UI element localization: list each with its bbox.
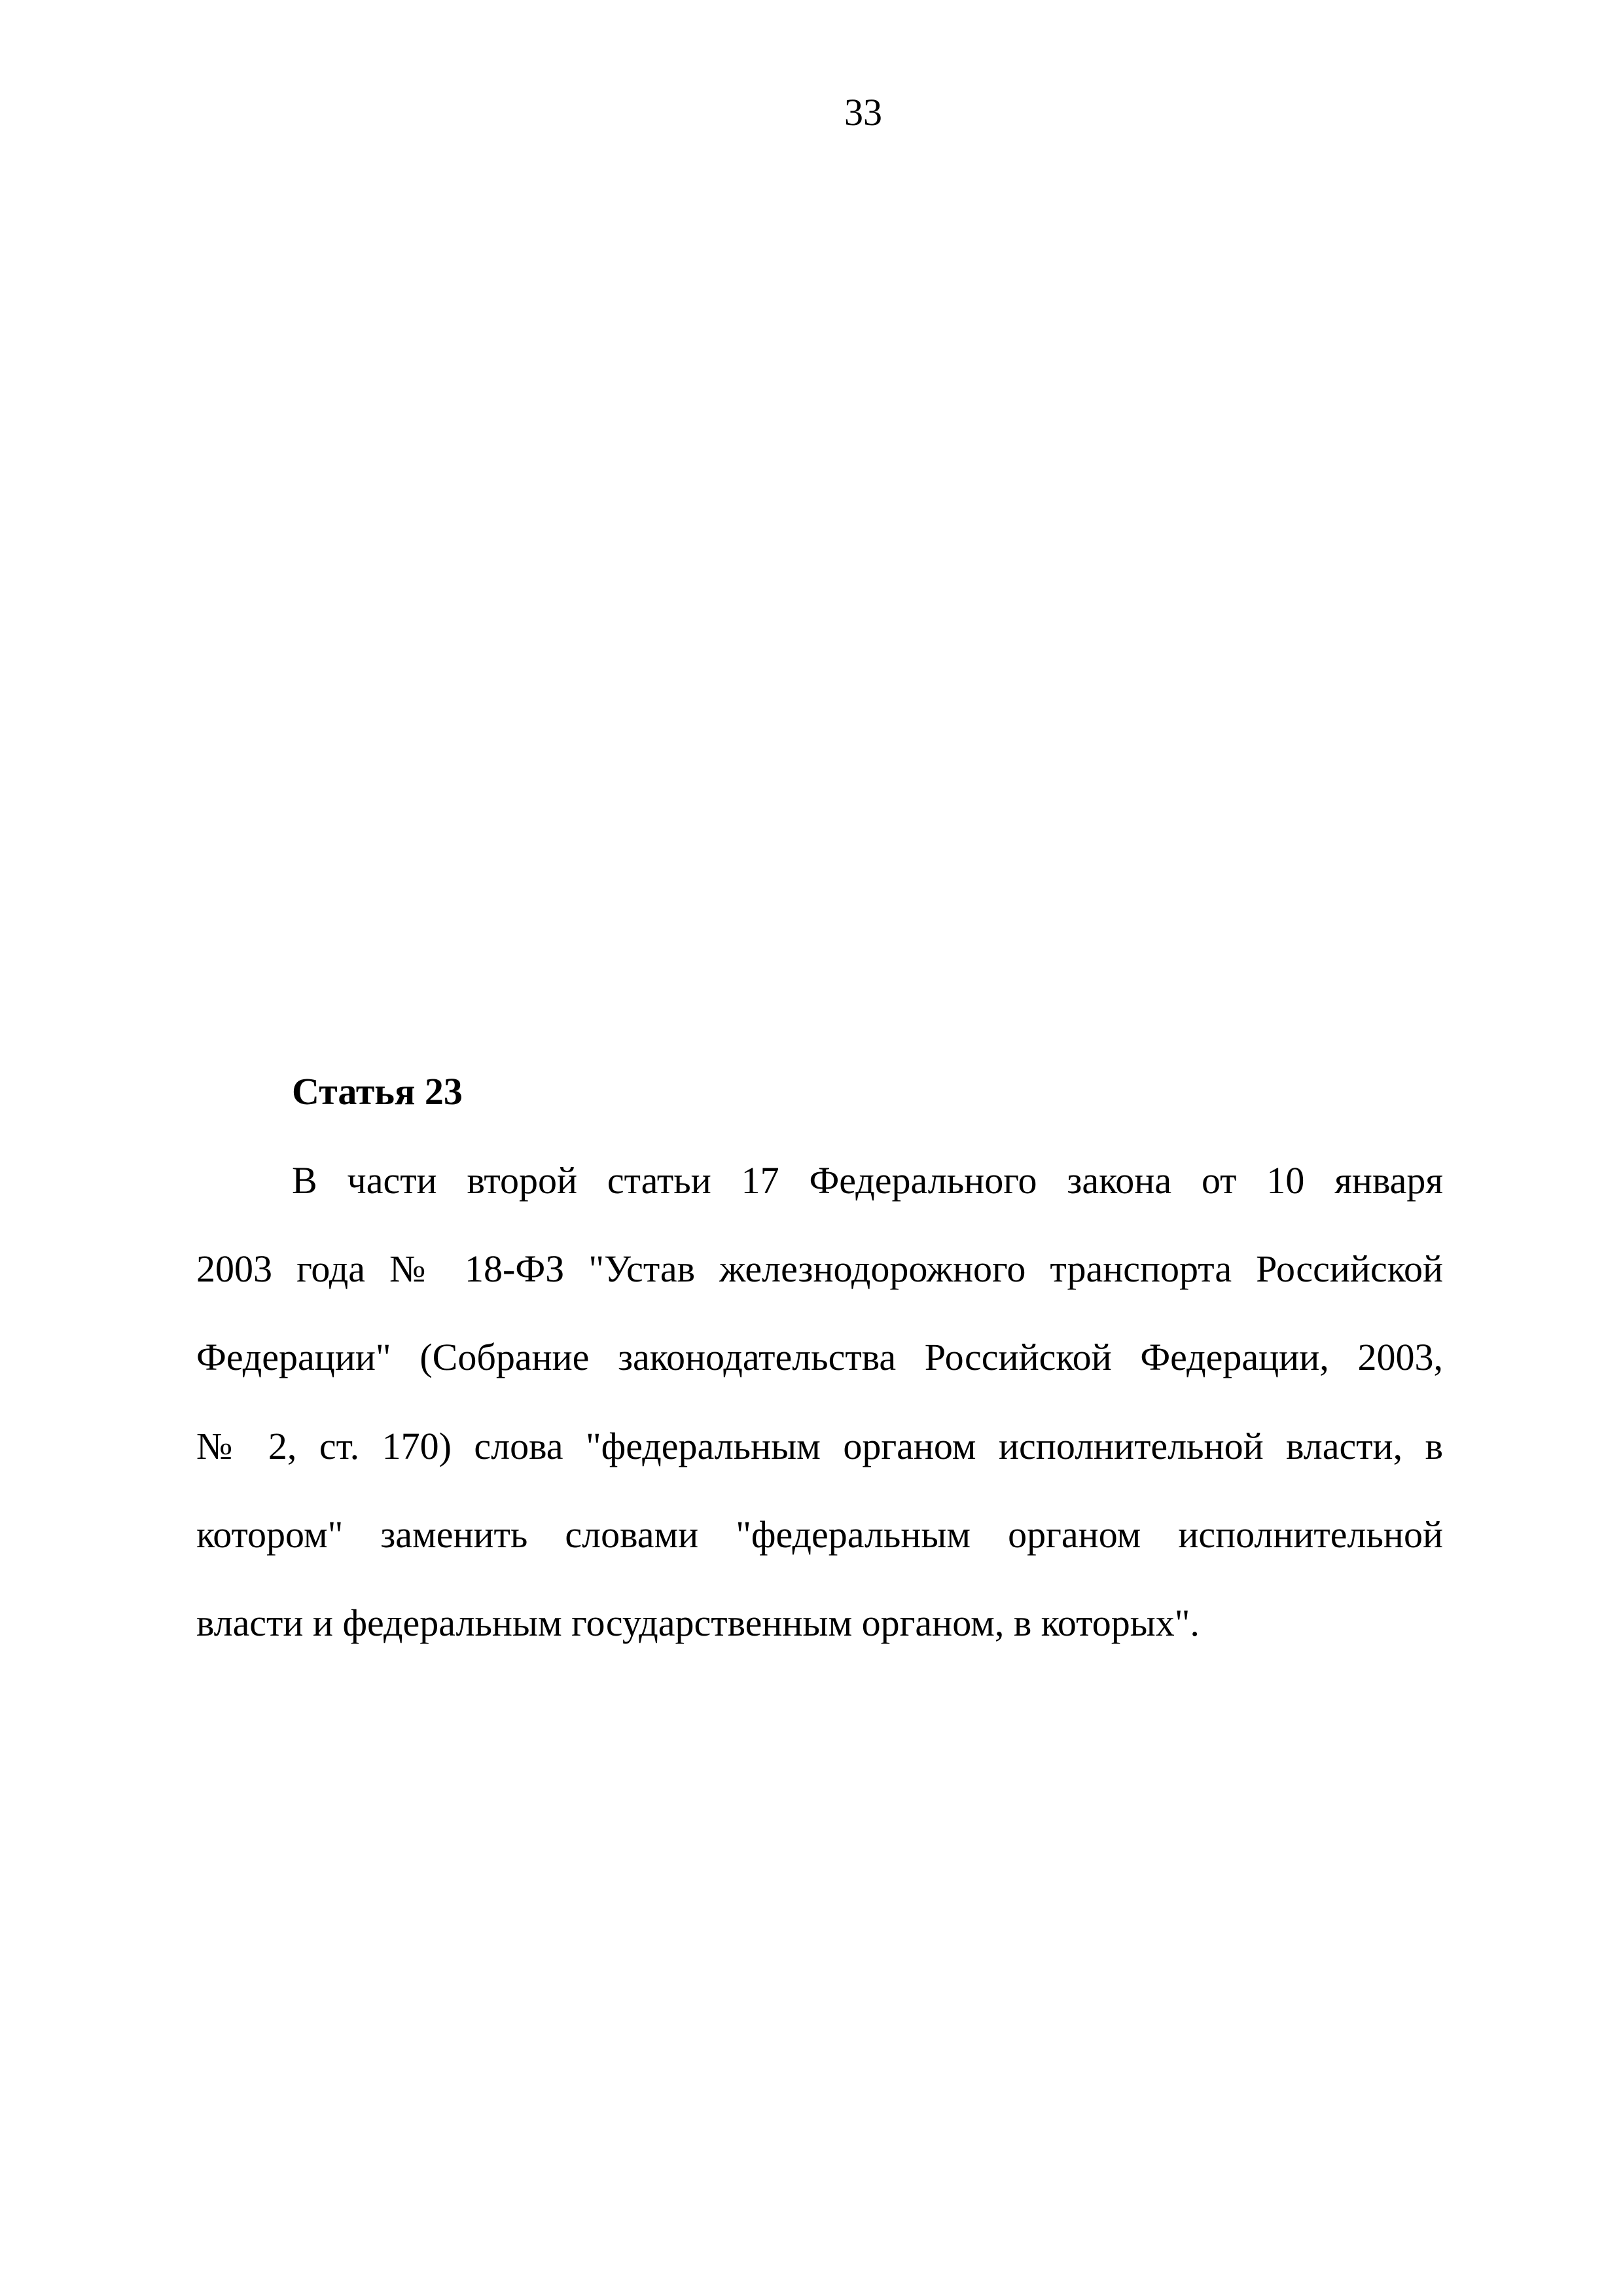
page-number: 33: [844, 91, 882, 134]
paragraph-line: Федерации" (Собрание законодательства Российской Федерации, 2003,: [196, 1336, 1443, 1378]
paragraph-line: 2003 года № 18-ФЗ "Устав железнодорожного транспорта Российской: [196, 1247, 1443, 1290]
article-heading: Статья 23: [292, 1070, 463, 1113]
paragraph-line: В части второй статьи 17 Федерального закона от 10 января: [292, 1159, 1443, 1202]
paragraph-line: № 2, ст. 170) слова "федеральным органом исполнительной власти, в: [196, 1425, 1443, 1467]
paragraph-line: котором" заменить словами "федеральным органом исполнительной: [196, 1513, 1443, 1556]
paragraph-line: власти и федеральным государственным органом, в которых".: [196, 1602, 1200, 1644]
